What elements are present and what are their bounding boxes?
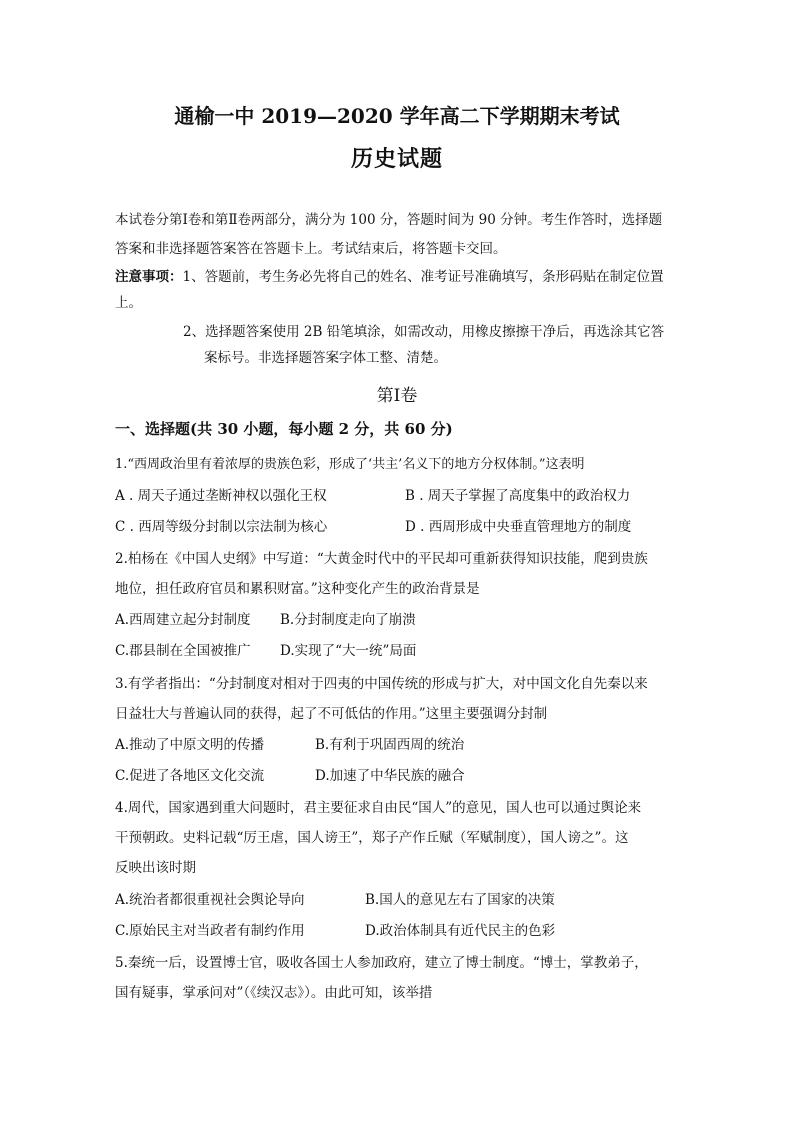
notes-line-1 xyxy=(115,267,680,287)
question-1-stem: 1.“西周政治里有着浓厚的贵族色彩，形成了‘共主’名义下的地方分权体制。”这表明 xyxy=(115,457,585,472)
question-4-option-c: C.原始民主对当政者有制约作用 xyxy=(115,923,305,939)
section-heading: 一、选择题(共 30 小题，每小题 2 分，共 60 分) xyxy=(115,420,453,438)
note-2-continued: 案标号。非选择题答案字体工整、清楚。 xyxy=(204,350,447,366)
question-2-option-c: C.郡县制在全国被推广 xyxy=(115,643,251,659)
question-1-option-d: D . 西周形成中央垂直管理地方的制度 xyxy=(405,519,632,535)
question-3-option-d: D.加速了中华民族的融合 xyxy=(315,768,465,784)
question-3-option-a: A.推动了中原文明的传播 xyxy=(115,737,265,753)
question-1-option-a: A . 周天子通过垄断神权以强化王权 xyxy=(115,488,327,504)
question-4-stem-line-3: 反映出该时期 xyxy=(115,860,196,876)
exam-title: 通榆一中 2019—2020 学年高二下学期期末考试 xyxy=(174,104,620,128)
question-1-option-c: C . 西周等级分封制以宗法制为核心 xyxy=(115,519,328,535)
note-2-text: 2、选择题答案使用 2B 铅笔填涂，如需改动，用橡皮擦擦干净后，再选涂其它答 xyxy=(183,324,665,340)
question-4-option-b: B.国人的意见左右了国家的决策 xyxy=(365,892,555,908)
question-3-option-b: B.有利于巩固西周的统治 xyxy=(315,737,465,753)
question-2-stem-line-1: 2.柏杨在《中国人史纲》中写道：“大黄金时代中的平民却可重新获得知识技能，爬到贵族 xyxy=(115,551,648,567)
question-2-option-d: D.实现了“大一统”局面 xyxy=(280,643,417,659)
question-3-stem-line-1: 3.有学者指出：“分封制度对相对于四夷的中国传统的形成与扩大，对中国文化自先秦以来 xyxy=(115,676,648,692)
volume-heading: 第Ⅰ卷 xyxy=(376,386,418,406)
question-5-stem-line-2: 国有疑事，掌承问对”（《续汉志》）。由此可知，该举措 xyxy=(115,985,433,1001)
exam-subtitle: 历史试题 xyxy=(350,146,443,172)
question-2-option-a: A.西周建立起分封制度 xyxy=(115,612,251,628)
question-4-option-d: D.政治体制具有近代民主的色彩 xyxy=(365,923,556,939)
intro-line-2: 答案和非选择题答案答在答题卡上。考试结束后，将答题卡交回。 xyxy=(115,241,507,257)
question-4-stem-line-1: 4.周代，国家遇到重大问题时，君主要征求自由民“国人”的意见，国人也可以通过舆论来 xyxy=(115,800,642,816)
intro-line-1: 本试卷分第Ⅰ卷和第Ⅱ卷两部分，满分为 100 分，答题时间为 90 分钟。考生作答时，选择题 xyxy=(115,212,663,228)
question-3-stem-line-2: 日益壮大与普遍认同的获得，起了不可低估的作用。”这里主要强调分封制 xyxy=(115,706,548,722)
question-2-stem-line-2: 地位，担任政府官员和累积财富。”这种变化产生的政治背景是 xyxy=(115,581,480,597)
question-3-option-c: C.促进了各地区文化交流 xyxy=(115,768,265,784)
note-1-text: 1、答题前，考生务必先将自己的姓名、准考证号准确填写，条形码贴在制定位置 xyxy=(182,269,664,285)
question-1-option-b: B . 周天子掌握了高度集中的政治权力 xyxy=(405,488,631,504)
notes-label: 注意事项： xyxy=(115,269,183,285)
question-5-stem-line-1: 5.秦统一后，设置博士官，吸收各国士人参加政府，建立了博士制度。“博士，掌教弟子， xyxy=(115,955,648,971)
question-2-option-b: B.分封制度走向了崩溃 xyxy=(280,612,416,628)
question-4-option-a: A.统治者都很重视社会舆论导向 xyxy=(115,892,305,908)
note-1-continued: 上。 xyxy=(115,295,142,311)
question-4-stem-line-2: 干预朝政。史料记载“厉王虐，国人谤王”，郑子产作丘赋（军赋制度），国人谤之”。这 xyxy=(115,830,629,846)
